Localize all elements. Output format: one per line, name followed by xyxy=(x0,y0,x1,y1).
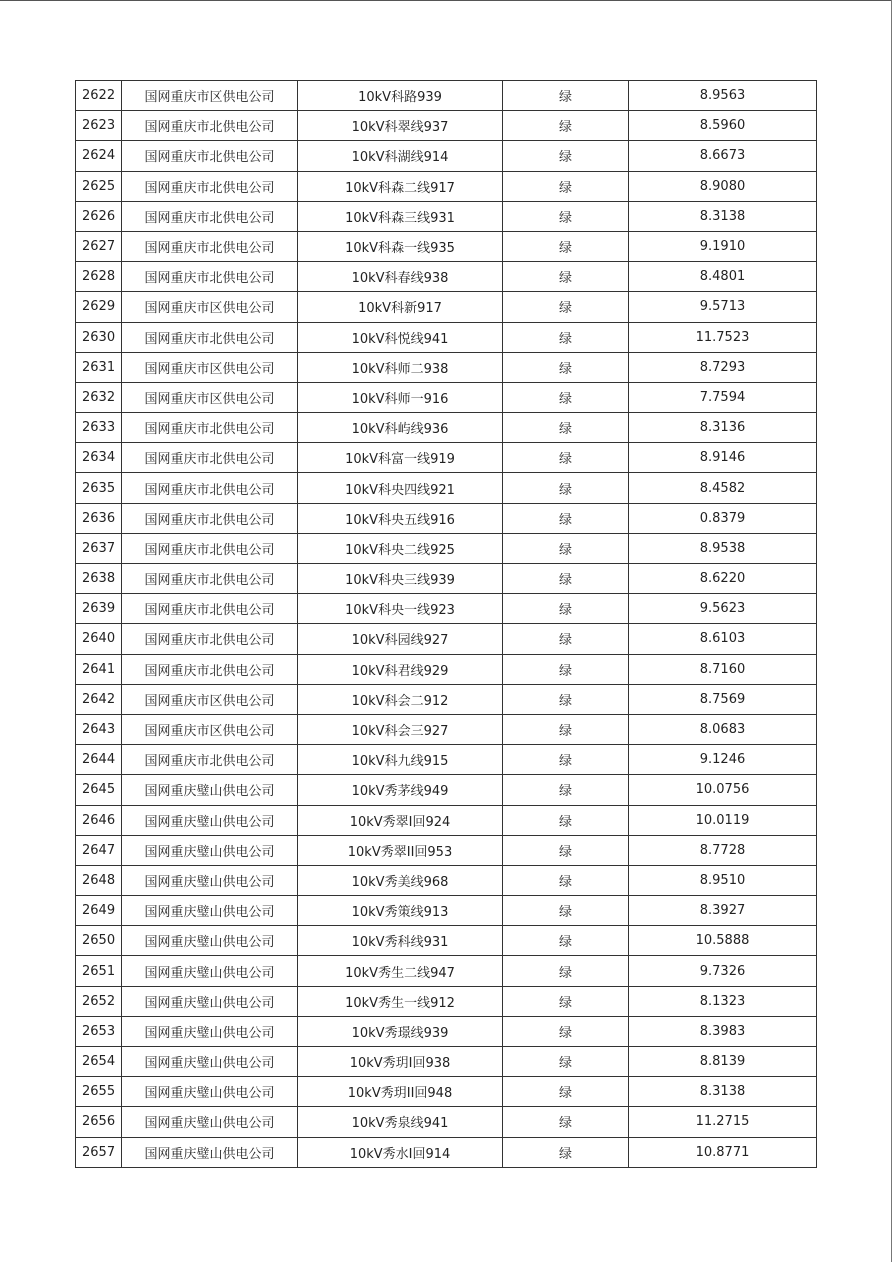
value-cell: 8.3138 xyxy=(629,201,817,231)
status-cell: 绿 xyxy=(503,926,629,956)
status-cell: 绿 xyxy=(503,111,629,141)
value-cell: 11.7523 xyxy=(629,322,817,352)
line-name-cell: 10kV秀璟线939 xyxy=(298,1016,503,1046)
line-name-cell: 10kV秀策线913 xyxy=(298,896,503,926)
row-number-cell: 2643 xyxy=(76,714,122,744)
row-number-cell: 2626 xyxy=(76,201,122,231)
row-number-cell: 2653 xyxy=(76,1016,122,1046)
company-cell: 国网重庆市北供电公司 xyxy=(122,745,298,775)
company-cell: 国网重庆市北供电公司 xyxy=(122,262,298,292)
row-number-cell: 2631 xyxy=(76,352,122,382)
line-name-cell: 10kV秀泉线941 xyxy=(298,1107,503,1137)
company-cell: 国网重庆市北供电公司 xyxy=(122,443,298,473)
status-cell: 绿 xyxy=(503,805,629,835)
value-cell: 8.8139 xyxy=(629,1047,817,1077)
status-cell: 绿 xyxy=(503,835,629,865)
row-number-cell: 2637 xyxy=(76,533,122,563)
status-cell: 绿 xyxy=(503,594,629,624)
table-row xyxy=(76,714,817,744)
status-cell: 绿 xyxy=(503,413,629,443)
row-number-cell: 2652 xyxy=(76,986,122,1016)
status-cell: 绿 xyxy=(503,201,629,231)
status-cell: 绿 xyxy=(503,352,629,382)
company-cell: 国网重庆市北供电公司 xyxy=(122,503,298,533)
table-row xyxy=(76,865,817,895)
table-row xyxy=(76,473,817,503)
table-row xyxy=(76,775,817,805)
company-cell: 国网重庆璧山供电公司 xyxy=(122,1047,298,1077)
table-row xyxy=(76,1047,817,1077)
company-cell: 国网重庆市北供电公司 xyxy=(122,533,298,563)
line-name-cell: 10kV科央二线925 xyxy=(298,533,503,563)
line-name-cell: 10kV秀科线931 xyxy=(298,926,503,956)
value-cell: 9.7326 xyxy=(629,956,817,986)
value-cell: 0.8379 xyxy=(629,503,817,533)
status-cell: 绿 xyxy=(503,775,629,805)
status-cell: 绿 xyxy=(503,503,629,533)
company-cell: 国网重庆市区供电公司 xyxy=(122,352,298,382)
row-number-cell: 2632 xyxy=(76,382,122,412)
status-cell: 绿 xyxy=(503,443,629,473)
row-number-cell: 2630 xyxy=(76,322,122,352)
status-cell: 绿 xyxy=(503,1137,629,1167)
value-cell: 8.9538 xyxy=(629,533,817,563)
status-cell: 绿 xyxy=(503,262,629,292)
row-number-cell: 2644 xyxy=(76,745,122,775)
company-cell: 国网重庆市北供电公司 xyxy=(122,322,298,352)
line-name-cell: 10kV科悦线941 xyxy=(298,322,503,352)
table-row xyxy=(76,1137,817,1167)
value-cell: 8.3983 xyxy=(629,1016,817,1046)
company-cell: 国网重庆市区供电公司 xyxy=(122,292,298,322)
value-cell: 8.4582 xyxy=(629,473,817,503)
company-cell: 国网重庆市北供电公司 xyxy=(122,201,298,231)
table-row xyxy=(76,533,817,563)
line-name-cell: 10kV科园线927 xyxy=(298,624,503,654)
status-cell: 绿 xyxy=(503,1107,629,1137)
value-cell: 8.6673 xyxy=(629,141,817,171)
status-cell: 绿 xyxy=(503,1077,629,1107)
row-number-cell: 2657 xyxy=(76,1137,122,1167)
table-row xyxy=(76,81,817,111)
status-cell: 绿 xyxy=(503,624,629,654)
row-number-cell: 2633 xyxy=(76,413,122,443)
company-cell: 国网重庆市区供电公司 xyxy=(122,81,298,111)
row-number-cell: 2650 xyxy=(76,926,122,956)
table-row xyxy=(76,1107,817,1137)
row-number-cell: 2641 xyxy=(76,654,122,684)
row-number-cell: 2654 xyxy=(76,1047,122,1077)
row-number-cell: 2649 xyxy=(76,896,122,926)
status-cell: 绿 xyxy=(503,986,629,1016)
line-name-cell: 10kV科森一线935 xyxy=(298,231,503,261)
value-cell: 8.7293 xyxy=(629,352,817,382)
table-row xyxy=(76,745,817,775)
row-number-cell: 2629 xyxy=(76,292,122,322)
value-cell: 8.9510 xyxy=(629,865,817,895)
company-cell: 国网重庆璧山供电公司 xyxy=(122,805,298,835)
row-number-cell: 2627 xyxy=(76,231,122,261)
line-name-cell: 10kV科会三927 xyxy=(298,714,503,744)
line-name-cell: 10kV科央三线939 xyxy=(298,564,503,594)
table-row xyxy=(76,262,817,292)
company-cell: 国网重庆璧山供电公司 xyxy=(122,1137,298,1167)
row-number-cell: 2655 xyxy=(76,1077,122,1107)
company-cell: 国网重庆璧山供电公司 xyxy=(122,1077,298,1107)
company-cell: 国网重庆市区供电公司 xyxy=(122,714,298,744)
company-cell: 国网重庆璧山供电公司 xyxy=(122,865,298,895)
table-row xyxy=(76,926,817,956)
line-name-cell: 10kV秀生二线947 xyxy=(298,956,503,986)
line-name-cell: 10kV秀生一线912 xyxy=(298,986,503,1016)
company-cell: 国网重庆市北供电公司 xyxy=(122,171,298,201)
company-cell: 国网重庆璧山供电公司 xyxy=(122,835,298,865)
status-cell: 绿 xyxy=(503,171,629,201)
value-cell: 8.3136 xyxy=(629,413,817,443)
status-cell: 绿 xyxy=(503,684,629,714)
value-cell: 7.7594 xyxy=(629,382,817,412)
data-table xyxy=(75,80,817,1168)
line-name-cell: 10kV秀翠I回924 xyxy=(298,805,503,835)
table-row xyxy=(76,322,817,352)
value-cell: 8.7160 xyxy=(629,654,817,684)
table-row xyxy=(76,986,817,1016)
value-cell: 8.3138 xyxy=(629,1077,817,1107)
table-row xyxy=(76,956,817,986)
value-cell: 10.0756 xyxy=(629,775,817,805)
company-cell: 国网重庆市北供电公司 xyxy=(122,594,298,624)
value-cell: 8.4801 xyxy=(629,262,817,292)
table-row xyxy=(76,564,817,594)
value-cell: 8.5960 xyxy=(629,111,817,141)
row-number-cell: 2656 xyxy=(76,1107,122,1137)
line-name-cell: 10kV科富一线919 xyxy=(298,443,503,473)
line-name-cell: 10kV科春线938 xyxy=(298,262,503,292)
table-row xyxy=(76,231,817,261)
table-row xyxy=(76,111,817,141)
table-row xyxy=(76,413,817,443)
value-cell: 9.1910 xyxy=(629,231,817,261)
value-cell: 8.0683 xyxy=(629,714,817,744)
status-cell: 绿 xyxy=(503,654,629,684)
line-name-cell: 10kV秀水I回914 xyxy=(298,1137,503,1167)
company-cell: 国网重庆市北供电公司 xyxy=(122,141,298,171)
row-number-cell: 2624 xyxy=(76,141,122,171)
line-name-cell: 10kV科央五线916 xyxy=(298,503,503,533)
status-cell: 绿 xyxy=(503,231,629,261)
status-cell: 绿 xyxy=(503,714,629,744)
company-cell: 国网重庆璧山供电公司 xyxy=(122,1107,298,1137)
status-cell: 绿 xyxy=(503,292,629,322)
row-number-cell: 2640 xyxy=(76,624,122,654)
line-name-cell: 10kV科路939 xyxy=(298,81,503,111)
line-name-cell: 10kV秀玥I回938 xyxy=(298,1047,503,1077)
row-number-cell: 2646 xyxy=(76,805,122,835)
row-number-cell: 2645 xyxy=(76,775,122,805)
value-cell: 8.3927 xyxy=(629,896,817,926)
table-row xyxy=(76,292,817,322)
table-row xyxy=(76,1016,817,1046)
line-name-cell: 10kV科九线915 xyxy=(298,745,503,775)
value-cell: 8.9146 xyxy=(629,443,817,473)
company-cell: 国网重庆璧山供电公司 xyxy=(122,926,298,956)
line-name-cell: 10kV秀茅线949 xyxy=(298,775,503,805)
table-body xyxy=(76,81,817,1168)
value-cell: 8.1323 xyxy=(629,986,817,1016)
row-number-cell: 2628 xyxy=(76,262,122,292)
table-row xyxy=(76,835,817,865)
company-cell: 国网重庆市区供电公司 xyxy=(122,684,298,714)
table-row xyxy=(76,684,817,714)
line-name-cell: 10kV科森二线917 xyxy=(298,171,503,201)
company-cell: 国网重庆市区供电公司 xyxy=(122,382,298,412)
value-cell: 9.1246 xyxy=(629,745,817,775)
company-cell: 国网重庆璧山供电公司 xyxy=(122,775,298,805)
company-cell: 国网重庆璧山供电公司 xyxy=(122,956,298,986)
status-cell: 绿 xyxy=(503,564,629,594)
status-cell: 绿 xyxy=(503,81,629,111)
value-cell: 8.9080 xyxy=(629,171,817,201)
row-number-cell: 2647 xyxy=(76,835,122,865)
value-cell: 10.8771 xyxy=(629,1137,817,1167)
status-cell: 绿 xyxy=(503,896,629,926)
row-number-cell: 2636 xyxy=(76,503,122,533)
value-cell: 9.5623 xyxy=(629,594,817,624)
line-name-cell: 10kV科央四线921 xyxy=(298,473,503,503)
company-cell: 国网重庆璧山供电公司 xyxy=(122,1016,298,1046)
table-row xyxy=(76,594,817,624)
table-row xyxy=(76,654,817,684)
value-cell: 8.6220 xyxy=(629,564,817,594)
row-number-cell: 2635 xyxy=(76,473,122,503)
company-cell: 国网重庆璧山供电公司 xyxy=(122,896,298,926)
line-name-cell: 10kV科湖线914 xyxy=(298,141,503,171)
value-cell: 8.7728 xyxy=(629,835,817,865)
line-name-cell: 10kV科会二912 xyxy=(298,684,503,714)
table-row xyxy=(76,805,817,835)
company-cell: 国网重庆市北供电公司 xyxy=(122,654,298,684)
line-name-cell: 10kV科君线929 xyxy=(298,654,503,684)
row-number-cell: 2651 xyxy=(76,956,122,986)
line-name-cell: 10kV秀美线968 xyxy=(298,865,503,895)
table-row xyxy=(76,382,817,412)
value-cell: 8.6103 xyxy=(629,624,817,654)
row-number-cell: 2638 xyxy=(76,564,122,594)
company-cell: 国网重庆市北供电公司 xyxy=(122,231,298,261)
value-cell: 8.9563 xyxy=(629,81,817,111)
table-row xyxy=(76,896,817,926)
status-cell: 绿 xyxy=(503,1016,629,1046)
status-cell: 绿 xyxy=(503,322,629,352)
table-row xyxy=(76,352,817,382)
row-number-cell: 2634 xyxy=(76,443,122,473)
value-cell: 10.0119 xyxy=(629,805,817,835)
table-row xyxy=(76,141,817,171)
status-cell: 绿 xyxy=(503,956,629,986)
line-name-cell: 10kV科师一916 xyxy=(298,382,503,412)
value-cell: 11.2715 xyxy=(629,1107,817,1137)
status-cell: 绿 xyxy=(503,141,629,171)
status-cell: 绿 xyxy=(503,1047,629,1077)
line-name-cell: 10kV秀翠II回953 xyxy=(298,835,503,865)
line-name-cell: 10kV科屿线936 xyxy=(298,413,503,443)
table-row xyxy=(76,624,817,654)
line-name-cell: 10kV科翠线937 xyxy=(298,111,503,141)
company-cell: 国网重庆市北供电公司 xyxy=(122,473,298,503)
table-row xyxy=(76,201,817,231)
value-cell: 8.7569 xyxy=(629,684,817,714)
row-number-cell: 2623 xyxy=(76,111,122,141)
line-name-cell: 10kV科央一线923 xyxy=(298,594,503,624)
table-row xyxy=(76,443,817,473)
value-cell: 10.5888 xyxy=(629,926,817,956)
row-number-cell: 2648 xyxy=(76,865,122,895)
status-cell: 绿 xyxy=(503,473,629,503)
page-top-border xyxy=(0,0,892,1)
line-name-cell: 10kV科师二938 xyxy=(298,352,503,382)
status-cell: 绿 xyxy=(503,865,629,895)
table-row xyxy=(76,171,817,201)
company-cell: 国网重庆市北供电公司 xyxy=(122,413,298,443)
table-row xyxy=(76,1077,817,1107)
line-name-cell: 10kV科新917 xyxy=(298,292,503,322)
line-name-cell: 10kV秀玥II回948 xyxy=(298,1077,503,1107)
status-cell: 绿 xyxy=(503,533,629,563)
value-cell: 9.5713 xyxy=(629,292,817,322)
company-cell: 国网重庆市北供电公司 xyxy=(122,564,298,594)
row-number-cell: 2642 xyxy=(76,684,122,714)
status-cell: 绿 xyxy=(503,745,629,775)
status-cell: 绿 xyxy=(503,382,629,412)
company-cell: 国网重庆璧山供电公司 xyxy=(122,986,298,1016)
row-number-cell: 2625 xyxy=(76,171,122,201)
company-cell: 国网重庆市北供电公司 xyxy=(122,624,298,654)
table-row xyxy=(76,503,817,533)
row-number-cell: 2622 xyxy=(76,81,122,111)
row-number-cell: 2639 xyxy=(76,594,122,624)
company-cell: 国网重庆市北供电公司 xyxy=(122,111,298,141)
line-name-cell: 10kV科森三线931 xyxy=(298,201,503,231)
